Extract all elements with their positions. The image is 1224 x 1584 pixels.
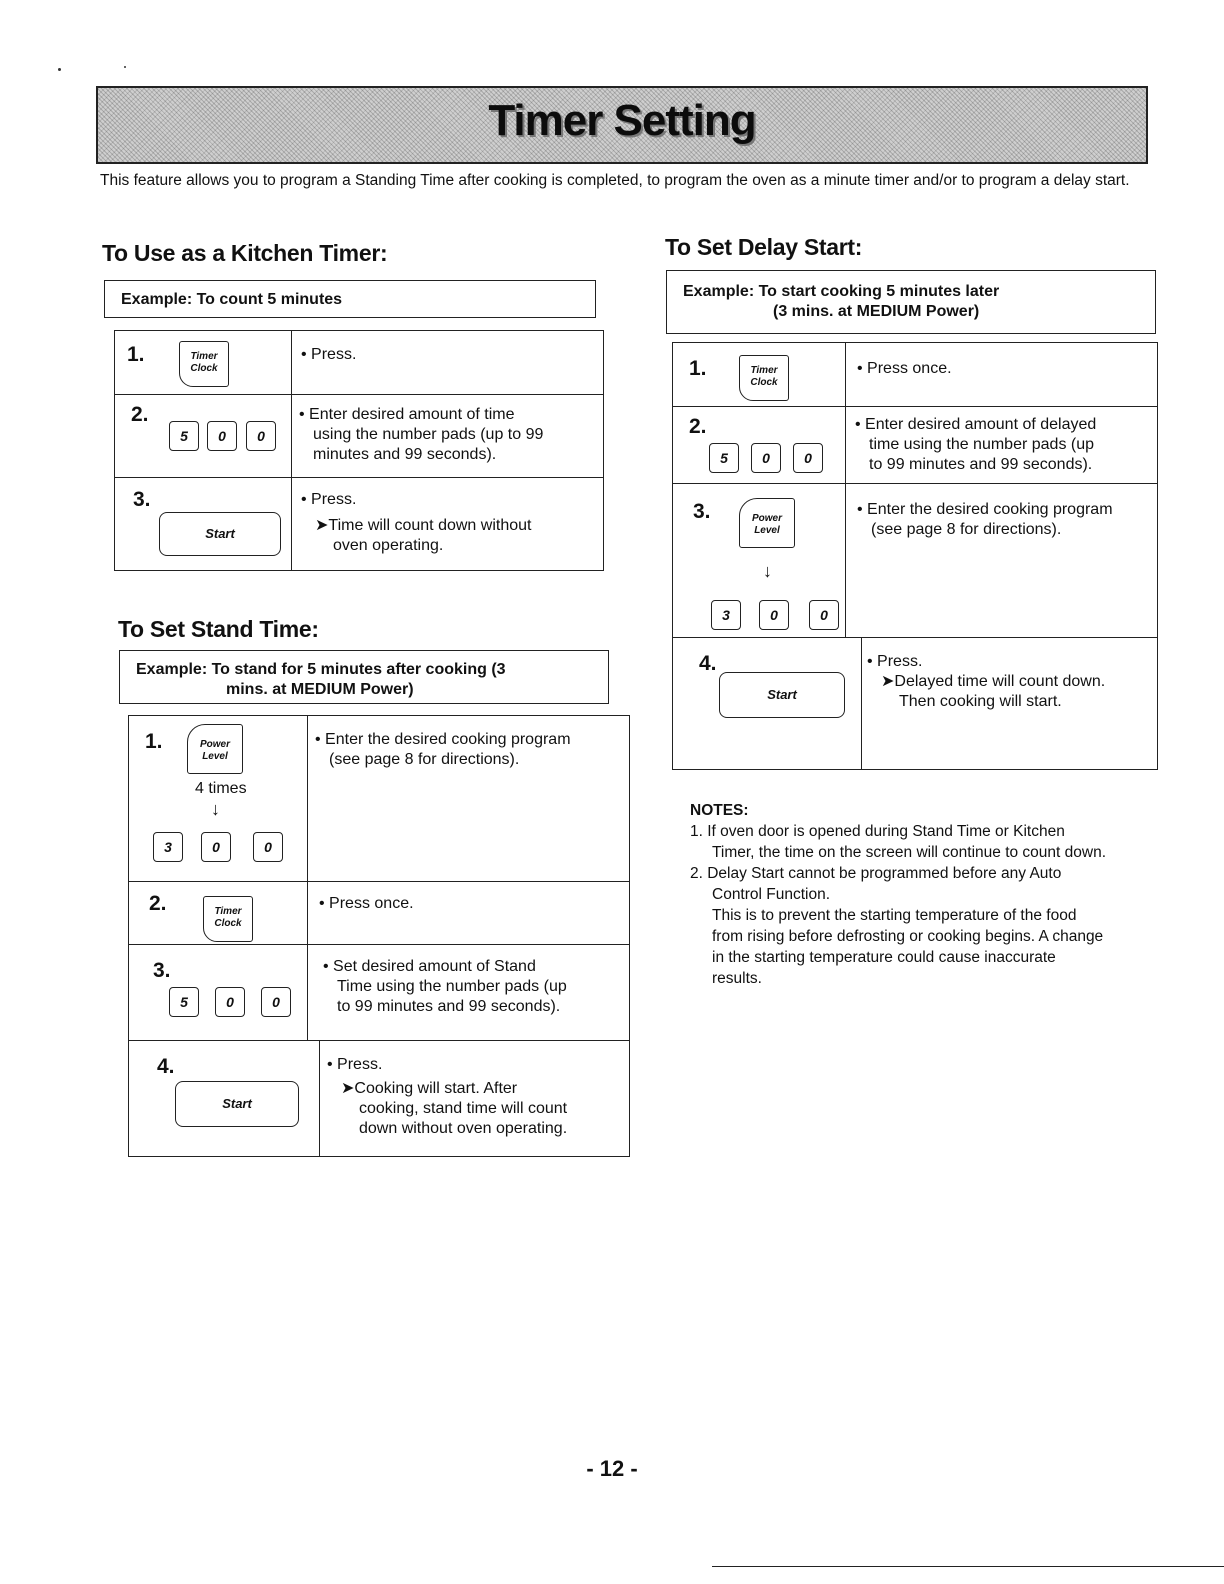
number-pad-key: 3	[153, 832, 183, 862]
delay-start-steps	[672, 342, 1158, 770]
power-level-key	[739, 498, 795, 548]
step-row	[673, 637, 1157, 769]
key-label: Clock	[750, 377, 778, 388]
step-description	[857, 359, 1152, 379]
step-row	[129, 881, 629, 945]
desc-line: minutes and 99 seconds).	[313, 446, 497, 463]
notes	[690, 800, 1190, 989]
start-key: Start	[175, 1081, 299, 1127]
step-number: 2.	[689, 415, 707, 438]
desc-line: • Press.	[301, 491, 357, 508]
key-label: Timer	[750, 365, 778, 376]
desc-line: ➤Time will count down without	[315, 517, 532, 534]
step-description	[301, 490, 601, 556]
step-number: 3.	[153, 959, 171, 982]
step-number: 1.	[127, 343, 145, 366]
desc-line: to 99 minutes and 99 seconds).	[337, 998, 561, 1015]
step-number: 1.	[689, 357, 707, 380]
number-pad-key: 0	[215, 987, 245, 1017]
key-label: Power	[751, 513, 782, 524]
desc-line: ➤Delayed time will count down.	[881, 673, 1106, 690]
desc-line: • Enter the desired cooking program	[315, 731, 571, 748]
intro-text: This feature allows you to program a Standing Time after cooking is completed, to program the oven as a minute timer and/or to program a delay start.	[100, 172, 1130, 189]
example-text: Example: To stand for 5 minutes after cooking (3	[136, 661, 506, 678]
step-row	[673, 343, 1157, 406]
note-line: from rising before defrosting or cooking begins. A change	[712, 928, 1104, 945]
down-arrow-icon: ↓	[763, 561, 772, 581]
step-row	[673, 483, 1157, 638]
notes-title: NOTES:	[690, 802, 749, 819]
desc-line: • Enter desired amount of time	[299, 406, 515, 423]
start-key: Start	[159, 512, 281, 556]
press-count: 4 times	[195, 780, 247, 797]
note-line: results.	[712, 970, 762, 987]
desc-line: (see page 8 for directions).	[329, 751, 520, 768]
power-level-key	[187, 724, 243, 774]
desc-line: • Press.	[867, 653, 923, 670]
step-number: 2.	[131, 403, 149, 426]
desc-line: • Press.	[301, 346, 357, 363]
step-description	[867, 652, 1159, 712]
note-line: This is to prevent the starting temperature of the food	[712, 907, 1077, 924]
stand-time-example	[119, 650, 609, 704]
number-pad-key: 0	[759, 600, 789, 630]
step-number: 3.	[133, 488, 151, 511]
desc-line: ➤Cooking will start. After	[341, 1080, 518, 1097]
page-number: - 12 -	[586, 1456, 638, 1481]
step-row	[115, 394, 603, 478]
desc-line: • Press once.	[319, 895, 414, 912]
number-pad-key: 0	[207, 421, 237, 451]
note-line: Control Function.	[712, 886, 831, 903]
desc-line: Time using the number pads (up	[337, 978, 567, 995]
example-text: Example: To start cooking 5 minutes later	[683, 283, 1000, 300]
number-pad-key: 3	[711, 600, 741, 630]
desc-line: • Enter the desired cooking program	[857, 501, 1113, 518]
step-description	[299, 405, 599, 465]
stand-time-steps	[128, 715, 630, 1157]
kitchen-timer-steps	[114, 330, 604, 571]
kitchen-timer-example	[104, 280, 596, 318]
number-pad-key: 0	[201, 832, 231, 862]
note-line: in the starting temperature could cause inaccurate	[712, 949, 1056, 966]
desc-line: using the number pads (up to 99	[313, 426, 544, 443]
key-label: Timer	[190, 351, 218, 362]
step-description	[857, 500, 1157, 540]
step-description	[327, 1055, 627, 1139]
key-label: Level	[754, 525, 780, 536]
stand-time-heading: To Set Stand Time:	[118, 616, 319, 642]
key-label: Power	[199, 739, 230, 750]
desc-line: time using the number pads (up	[869, 436, 1095, 453]
step-description	[315, 730, 623, 770]
scan-dot	[58, 68, 61, 71]
step-row	[673, 406, 1157, 484]
key-label: Level	[202, 751, 228, 762]
key-label: Clock	[190, 363, 218, 374]
desc-line: down without oven operating.	[359, 1120, 568, 1137]
delay-start-example	[666, 270, 1156, 334]
key-label: Clock	[214, 918, 242, 929]
timer-clock-key	[203, 896, 253, 942]
number-pad-key: 0	[751, 443, 781, 473]
step-description	[319, 894, 619, 914]
desc-line: Then cooking will start.	[899, 693, 1062, 710]
step-row	[129, 1040, 629, 1156]
step-description	[323, 957, 623, 1017]
desc-line: oven operating.	[333, 537, 444, 554]
step-row	[115, 477, 603, 570]
step-description	[855, 415, 1155, 475]
step-number: 2.	[149, 892, 167, 915]
desc-line: (see page 8 for directions).	[871, 521, 1062, 538]
note-line: Timer, the time on the screen will continue to count down.	[712, 844, 1107, 861]
divider	[712, 1566, 1224, 1567]
delay-start-heading: To Set Delay Start:	[665, 234, 863, 260]
number-pad-key: 0	[793, 443, 823, 473]
kitchen-timer-heading: To Use as a Kitchen Timer:	[102, 240, 388, 266]
title-banner	[96, 86, 1148, 164]
page-title: Timer Setting	[488, 96, 756, 145]
timer-clock-key	[739, 355, 789, 401]
start-key: Start	[719, 672, 845, 718]
step-row	[129, 944, 629, 1041]
desc-line: cooking, stand time will count	[359, 1100, 568, 1117]
key-label: Timer	[214, 906, 242, 917]
step-description	[301, 345, 596, 365]
number-pad-key: 0	[253, 832, 283, 862]
number-pad-key: 5	[169, 987, 199, 1017]
desc-line: • Set desired amount of Stand	[323, 958, 536, 975]
number-pad-key: 0	[809, 600, 839, 630]
number-pad-key: 5	[169, 421, 199, 451]
down-arrow-icon: ↓	[211, 799, 220, 819]
number-pad-key: 0	[246, 421, 276, 451]
example-text: Example: To count 5 minutes	[121, 291, 343, 308]
desc-line: • Enter desired amount of delayed	[855, 416, 1097, 433]
step-number: 4.	[699, 652, 717, 675]
desc-line: • Press once.	[857, 360, 952, 377]
step-number: 4.	[157, 1055, 175, 1078]
note-line: 2. Delay Start cannot be programmed before any Auto	[690, 865, 1062, 882]
step-number: 3.	[693, 500, 711, 523]
desc-line: • Press.	[327, 1056, 383, 1073]
timer-clock-key	[179, 341, 229, 387]
desc-line: to 99 minutes and 99 seconds).	[869, 456, 1093, 473]
number-pad-key: 0	[261, 987, 291, 1017]
note-line: 1. If oven door is opened during Stand Time or Kitchen	[690, 823, 1065, 840]
example-text: (3 mins. at MEDIUM Power)	[773, 303, 980, 320]
step-number: 1.	[145, 730, 163, 753]
scan-dot	[124, 66, 126, 68]
number-pad-key: 5	[709, 443, 739, 473]
step-row	[115, 331, 603, 394]
step-row	[129, 716, 629, 881]
example-text: mins. at MEDIUM Power)	[226, 681, 414, 698]
